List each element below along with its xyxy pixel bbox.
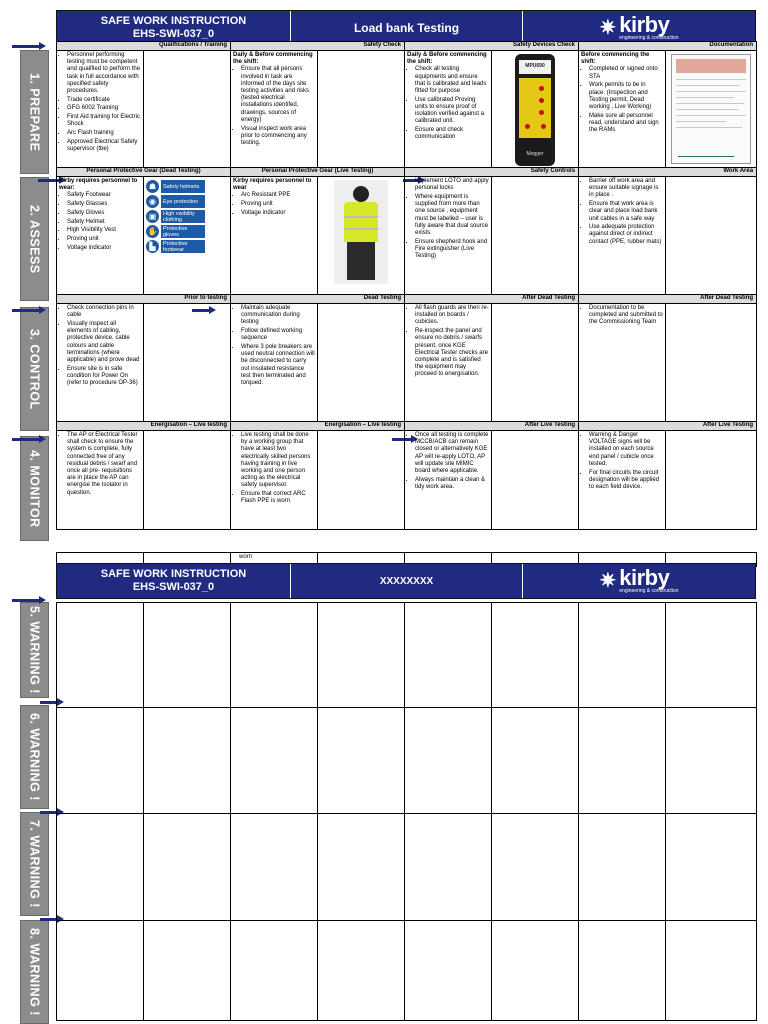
- after-live-header: After Live Testing: [405, 422, 579, 431]
- kirby-logo: [523, 11, 755, 45]
- list-item: • Live testing shall be done by a working group that have at least two electrically skilled persons having training in live working and one person acting as the electrical safety supervisor.: [241, 432, 315, 490]
- list-item: • Check all testing equipments and ensure that is calibrated and leads fitted for purpose: [415, 66, 489, 95]
- list-item: • Ensure shepherd hook and Fire extinguisher (Live Testing): [415, 239, 489, 261]
- ppe-sign-label: Protective gloves: [161, 225, 205, 238]
- after-dead-cell: [405, 304, 492, 422]
- step-warning-8: 8. WARNING !: [20, 920, 49, 1024]
- ppe-live-header: Personal Protective Gear (Live Testing): [231, 168, 405, 177]
- logo-tag: engineering & construction: [619, 35, 679, 41]
- kirby-logo-icon: ✷: [599, 570, 617, 592]
- list-item: • Ensure that all persons involved in task are informed of the days site testing activities and risks (tested electrical installations identifed, drawings, sources of energy): [241, 66, 315, 124]
- monitor-row: [57, 431, 757, 530]
- list-item: • Where equipment is supplied from more than one source , equipment must be labelled – user is fully aware that dual source exists: [415, 194, 489, 237]
- swi-title: SAFE WORK INSTRUCTION: [100, 568, 247, 580]
- list-item: • Make sure all personnel read, understand and sign the RAMs: [589, 113, 663, 135]
- meter-model: MPU690: [519, 60, 551, 74]
- list-item: • Proving unit: [241, 201, 315, 208]
- meter-brand: Megger: [526, 150, 544, 157]
- step-control: 3. CONTROL: [20, 307, 49, 431]
- ppe-dead-intro: Kirby requires personnel to wear:: [59, 178, 138, 192]
- warning-7-row: [57, 814, 757, 921]
- warning-6-row: [57, 708, 757, 814]
- step-warning-7: 7. WARNING !: [20, 812, 49, 916]
- ppe-dead-cell: [57, 177, 144, 295]
- list-item: • Safety Glasses: [67, 201, 141, 208]
- list-item: • Warning & Danger VOLTAGE signs will be installed on each source end panel / cubicle once tested.: [589, 432, 663, 468]
- after-dead-doc-cell: [579, 304, 666, 422]
- step-monitor: 4. MONITOR: [20, 436, 49, 541]
- list-item: • Documentation to be completed and submitted to the Commissioning Team: [589, 305, 663, 327]
- step-prepare: 1. PREPARE: [20, 50, 49, 174]
- ppe-dead-header: Personal Protective Gear (Dead Testing): [57, 168, 231, 177]
- list-item: • Arc Flash training: [67, 130, 141, 137]
- safety-check-header: Safety Check: [231, 42, 405, 51]
- list-item: • Visually inspect all elements of cabling, protective device, cable colours and cable terminations (where applicable) and prove dead: [67, 321, 141, 364]
- ppe-live-cell: [231, 177, 318, 295]
- step-assess: 2. ASSESS: [20, 177, 49, 301]
- swi-title-block-2: [57, 564, 291, 598]
- ppe-sign-label: Eye protection: [161, 195, 205, 208]
- documentation-header: Documentation: [579, 42, 757, 51]
- list-item: • Ensure and check communication: [415, 127, 489, 141]
- list-item: • For final circuits the circuit designation will be applied to each field device.: [589, 470, 663, 492]
- list-item: • Ensure that work area is clear and place load bank unit cables in a safe way: [589, 201, 663, 223]
- list-item: • Always maintain a clean & tidy work area.: [415, 477, 489, 491]
- swi-code: EHS-SWI-037_0: [132, 581, 215, 593]
- ppe-sign-label: High visibility clothing: [161, 210, 205, 223]
- warning-5-row: [57, 603, 757, 708]
- list-item: • Safety Helmet: [67, 219, 141, 226]
- safety-check-cell: [231, 51, 318, 168]
- dead-testing-header: Dead Testing: [231, 295, 405, 304]
- arrow-icon: [12, 306, 46, 314]
- work-area-cell: [579, 177, 666, 295]
- safety-devices-header: Safety Devices Check: [405, 42, 579, 51]
- energisation-header-2: Energisation – Live testing: [231, 422, 405, 431]
- arrow-icon: [12, 42, 46, 50]
- list-item: • Ensure site is in safe condition for Power On (refer to procedure OP-36): [67, 366, 141, 388]
- step-warning-6: 6. WARNING !: [20, 705, 49, 809]
- dead-testing-cell: [231, 304, 318, 422]
- energisation-cell: [57, 431, 144, 530]
- procedure-title: Load bank Testing: [291, 11, 523, 45]
- list-item: • Ensure that correct ARC Flash PPE is worn: [241, 491, 315, 505]
- safety-devices-cell: [405, 51, 492, 168]
- devices-intro: Daily & Before commencing the shift:: [407, 52, 487, 66]
- after-dead-header-2: After Dead Testing: [579, 295, 757, 304]
- proving-unit-photo: [492, 51, 579, 168]
- swi-code: EHS-SWI-037_0: [132, 28, 215, 40]
- list-item: • Personnel performing testing must be competent and qualified to perform the task in full accordance with specified safety procedures.: [67, 52, 141, 95]
- after-live-cell: [405, 431, 492, 530]
- monitor-header-row: [57, 422, 757, 431]
- list-item: • Voltage indicator: [67, 245, 141, 252]
- list-item: • Proving unit: [67, 236, 141, 243]
- list-item: • All flash guards are then re-installed on boards / cubicles.: [415, 305, 489, 327]
- energisation-header: Energisation – Live testing: [57, 422, 231, 431]
- list-item: • Safety Footwear: [67, 192, 141, 199]
- permit-photo: [666, 51, 757, 168]
- after-live-header-2: After Live Testing: [579, 422, 757, 431]
- list-item: • Re-inspect the panel and ensure no debris / swarfs present, once KGE Electrical Tester checks are complete and is satisfied the equipment may proceed to energisation.: [415, 328, 489, 378]
- list-item: • Visual inspect work area prior to commencing any testing.: [241, 126, 315, 148]
- after-live-signs-cell: [579, 431, 666, 530]
- qualifications-header: Qualifications / Training: [57, 42, 231, 51]
- documentation-cell: [579, 51, 666, 168]
- kirby-logo-2: [523, 564, 755, 598]
- documentation-intro: Before commencing the shift:: [581, 52, 650, 66]
- prior-testing-header: Prior to testing: [57, 295, 231, 304]
- vest-icon: ▣: [146, 210, 159, 223]
- ppe-live-intro: Kirby requires personnel to wear: [233, 178, 312, 192]
- ppe-sign-label: Safety helmets: [161, 180, 205, 193]
- ppe-signs-cell: [144, 177, 231, 295]
- work-area-header: Work Area: [579, 168, 757, 177]
- ppe-sign-label: Protective footwear: [161, 240, 205, 253]
- step-warning-5: 5. WARNING !: [20, 602, 49, 698]
- live-testing-cell: [231, 431, 318, 530]
- list-item: • Once all testing is complete MCCB/ACB can remain closed or alternatively KGE AP will re-apply LOTO, AP will update site MIMIC board where applicable.: [415, 432, 489, 475]
- assess-row: [57, 177, 757, 295]
- list-item: • Implement LOTO and apply personal locks: [415, 178, 489, 192]
- list-item: • Where 3 pole breakers are used neutral connection will be disconnected to carry out insulated resistance test then terminated and torqued.: [241, 344, 315, 387]
- warning-grid: [56, 602, 757, 1021]
- arc-flash-suit-image: [334, 180, 388, 284]
- list-item: • Barrier off work area and ensure suitable signage is in place .: [589, 178, 663, 200]
- logo-word: kirby: [619, 565, 670, 590]
- list-item: • Use calibrated Proving units to ensure proof of isolation verified against a calibrated unit.: [415, 97, 489, 126]
- swi-title: SAFE WORK INSTRUCTION: [100, 15, 247, 27]
- safety-controls-header: Safety Controls: [405, 168, 579, 177]
- control-row: [57, 304, 757, 422]
- list-item: • Voltage indicator: [241, 210, 315, 217]
- goggles-icon: ◉: [146, 195, 159, 208]
- arc-flash-suit-photo: [318, 177, 405, 295]
- safety-controls-cell: [405, 177, 492, 295]
- list-item: • Check connection pins in cable: [67, 305, 141, 319]
- bottom-header: [56, 563, 756, 599]
- list-item: • The AP or Electrical Tester shall check to ensure the system is complete, fully connected free of any residual debris / swarf and once all pre- requisitions are in place the AP can energise the Isolator in question.: [67, 432, 141, 497]
- prepare-header-row: [57, 42, 757, 51]
- control-header-row: [57, 295, 757, 304]
- list-item: • GFG 6002 Training: [67, 105, 141, 112]
- list-item: • First Aid training for Electric Shock: [67, 114, 141, 128]
- swi-table: [56, 41, 757, 530]
- prepare-row: [57, 51, 757, 168]
- list-item: • Arc Resistant PPE: [241, 192, 315, 199]
- safety-check-intro: Daily & Before commencing the shift:: [233, 52, 313, 66]
- procedure-title-placeholder: XXXXXXXX: [291, 564, 523, 598]
- warning-8-row: [57, 921, 757, 1021]
- list-item: • Follow defined working sequence: [241, 328, 315, 342]
- after-dead-header: After Dead Testing: [405, 295, 579, 304]
- arrow-icon: [12, 435, 46, 443]
- list-item: • Approved Electrical Safety supervisor (tbe): [67, 139, 141, 153]
- kirby-logo-icon: ✷: [599, 17, 617, 39]
- overflow-text: worn: [231, 553, 318, 567]
- logo-word: kirby: [619, 12, 670, 37]
- qualifications-cell: [57, 51, 144, 168]
- list-item: • Safety Gloves: [67, 210, 141, 217]
- arrow-icon: [12, 596, 46, 604]
- list-item: • Completed or signed onto STA: [589, 66, 663, 80]
- list-item: • Use adequate protection against direct or indirect contact (PPE, rubber mats): [589, 224, 663, 246]
- logo-tag: engineering & construction: [619, 588, 679, 594]
- gloves-icon: ✋: [146, 225, 159, 238]
- boot-icon: ▙: [146, 240, 159, 253]
- list-item: • High Visibility Vest: [67, 227, 141, 234]
- prior-testing-cell: [57, 304, 144, 422]
- swi-title-block: [57, 11, 291, 45]
- list-item: • Work permits to be in place. (Inspection and Testing permit, Dead working , Live Working): [589, 82, 663, 111]
- list-item: • Trade certificate: [67, 97, 141, 104]
- permit-document-image: [671, 54, 751, 164]
- assess-header-row: [57, 168, 757, 177]
- list-item: • Maintain adequate communication during testing: [241, 305, 315, 327]
- helmet-icon: ☗: [146, 180, 159, 193]
- proving-unit-image: [515, 54, 555, 166]
